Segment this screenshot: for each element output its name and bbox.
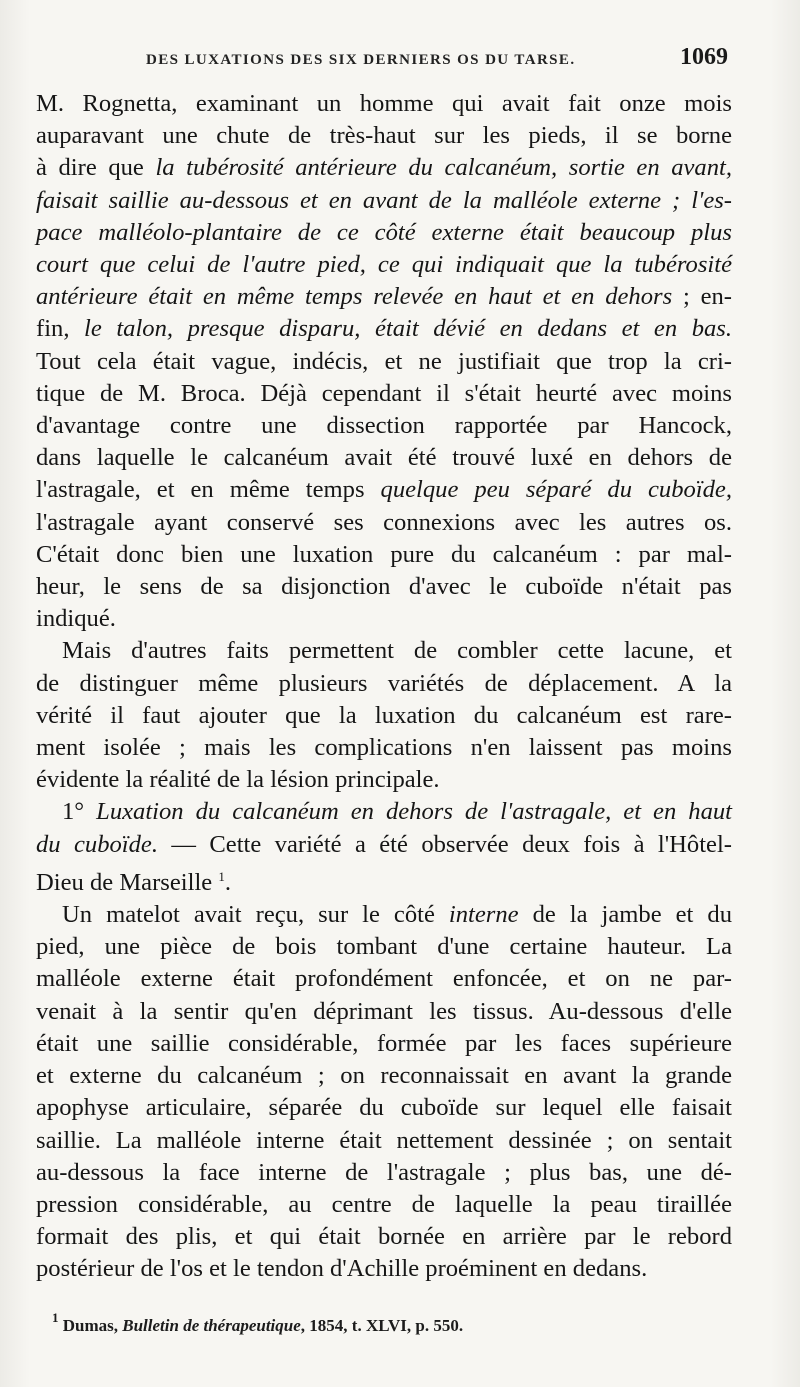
text-line: était une saillie considérable, formée par les faces supérieure <box>36 1029 732 1057</box>
text-line: apophyse articulaire, séparée du cuboïde sur lequel elle faisait <box>36 1094 732 1122</box>
text-line: venait à la sentir qu'en déprimant les tissus. Au-dessous d'elle <box>36 997 732 1025</box>
text-line <box>36 185 732 217</box>
running-title: DES LUXATIONS DES SIX DERNIERS OS DU TARSE. <box>146 52 576 68</box>
text-line: évidente la réalité de la lésion principale. <box>36 766 440 794</box>
text-line: vérité il faut ajouter que la luxation du calcanéum est rare- <box>36 701 732 729</box>
text-line: l'astragale ayant conservé ses connexions avec les autres os. <box>36 508 732 536</box>
page-number: 1069 <box>680 44 728 70</box>
italic-quote: court que celui de l'autre pied, ce qui indiquait que la tubérosité <box>36 251 732 279</box>
italic-quote: le talon, presque disparu, était dévié en dedans et en bas. <box>84 315 733 343</box>
text-line: Tout cela était vague, indécis, et ne justifiait que trop la cri- <box>36 347 732 375</box>
text-line: tique de M. Broca. Déjà cependant il s'était heurté avec moins <box>36 379 732 407</box>
text-line: d'avantage contre une dissection rapportée par Hancock, <box>36 412 732 440</box>
italic-quote: antérieure était en même temps relevée en haut et en dehors <box>36 283 673 311</box>
footnote-marker: 1 <box>52 1310 59 1325</box>
journal-title: Bulletin de thérapeutique <box>122 1316 301 1335</box>
text-line: malléole externe était profondément enfoncée, et on ne par- <box>36 965 732 993</box>
text-line: M. Rognetta, examinant un homme qui avait fait onze mois <box>36 90 732 117</box>
text-line: l'astragale, et en même temps quelque peu séparé du cuboïde, <box>36 476 732 504</box>
text-line: à dire que la tubérosité antérieure du calcanéum, sortie en avant, <box>36 154 733 182</box>
text-line: Un matelot avait reçu, sur le côté interne de la jambe et du <box>62 901 732 929</box>
text-line: de distinguer même plusieurs variétés de déplacement. A la <box>36 669 732 697</box>
text-line: du cuboïde. — Cette variété a été observée deux fois à l'Hôtel- <box>36 830 732 858</box>
text-line: dans laquelle le calcanéum avait été trouvé luxé en dehors de <box>36 444 732 472</box>
footnote: $^1$ Dumas, Bulletin de thérapeutique, 1854, t. XLVI, p. 550. <box>52 1310 464 1335</box>
text-line: antérieure était en même temps relevée en haut et en dehors ; en- <box>36 283 732 311</box>
section-heading-paragraph <box>36 796 732 899</box>
text-line: heur, le sens de sa disjonction d'avec le cuboïde n'était pas <box>36 573 732 601</box>
italic-quote: la tubérosité antérieure du calcanéum, sortie en avant, <box>155 154 733 182</box>
text-line: ment isolée ; mais les complications n'en laissent pas moins <box>36 734 732 762</box>
section-heading: du cuboïde. <box>36 830 158 858</box>
text-line: postérieur de l'os et le tendon d'Achille proéminent en dedans. <box>36 1255 648 1283</box>
text-line: et externe du calcanéum ; on reconnaissait en avant la grande <box>36 1062 732 1090</box>
text-line: Mais d'autres faits permettent de combler cette lacune, et <box>62 637 732 665</box>
text-line: au-dessous la face interne de l'astragale ; plus bas, une dé- <box>36 1158 732 1186</box>
running-head <box>146 44 728 74</box>
text-line: pied, une pièce de bois tombant d'une certaine hauteur. La <box>36 933 732 961</box>
text-line <box>36 217 732 249</box>
text-line: auparavant une chute de très-haut sur les pieds, il se borne <box>36 122 732 150</box>
section-heading: Luxation du calcanéum en dehors de l'astragale, et en haut <box>96 798 732 826</box>
italic-quote: quelque peu séparé du cuboïde, <box>380 476 732 504</box>
text-line: pression considérable, au centre de laquelle la peau tiraillée <box>36 1190 732 1218</box>
text-line: formait des plis, et qui était bornée en arrière par le rebord <box>36 1223 732 1251</box>
text-line: 1° Luxation du calcanéum en dehors de l'astragale, et en haut <box>62 798 732 826</box>
paragraph <box>36 88 732 635</box>
italic-quote: pace malléolo-plantaire de ce côté externe était beaucoup plus <box>36 218 732 246</box>
text-line: indiqué. <box>36 605 116 633</box>
text-line: fin, le talon, presque disparu, était dévié en dedans et en bas. <box>36 315 733 343</box>
text-line <box>36 249 732 281</box>
footnote-ref[interactable]: 1 <box>218 868 225 884</box>
text-line: C'était donc bien une luxation pure du calcanéum : par mal- <box>36 540 732 568</box>
paragraph <box>36 635 732 796</box>
paragraph <box>36 899 732 1285</box>
text-line: Dieu de Marseille $^1$. <box>36 868 232 896</box>
italic-quote: faisait saillie au-dessous et en avant de la malléole externe ; l'es- <box>36 186 732 214</box>
main-text <box>36 88 732 1286</box>
text-line: saillie. La malléole interne était nettement dessinée ; on sentait <box>36 1126 732 1154</box>
